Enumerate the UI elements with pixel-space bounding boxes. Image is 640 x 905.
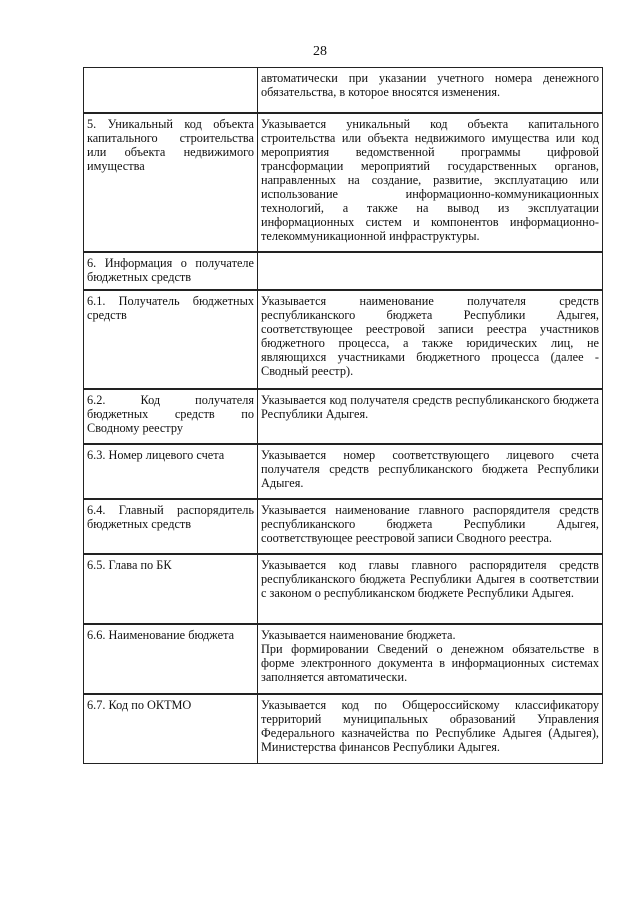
table-row	[84, 68, 603, 113]
field-name-cell: 6.1. Получатель бюджетных средств	[84, 290, 258, 389]
table-row	[84, 694, 603, 764]
field-name-cell: 5. Уникальный код объекта капитального строительства или объекта недвижимого имущества	[84, 113, 258, 252]
field-name-cell: 6.6. Наименование бюджета	[84, 624, 258, 694]
field-description-cell: Указывается номер соответствующего лицевого счета получателя средств республиканского бюджета Республики Адыгея.	[258, 444, 603, 499]
table-row	[84, 290, 603, 389]
table-row	[84, 624, 603, 694]
page-number: 28	[313, 44, 327, 59]
field-name-cell: 6.5. Глава по БК	[84, 554, 258, 624]
field-description-cell	[258, 252, 603, 290]
field-name-cell: 6. Информация о получателе бюджетных средств	[84, 252, 258, 290]
field-name-cell	[84, 68, 258, 113]
instructions-table	[83, 67, 603, 764]
table-row	[84, 252, 603, 290]
field-description-cell: Указывается наименование бюджета. При формировании Сведений о денежном обязательстве в форме электронного документа в информационных системах заполняется автоматически.	[258, 624, 603, 694]
field-description-cell: Указывается код главы главного распорядителя средств республиканского бюджета Республики Адыгея в соответствии с законом о республиканском бюджете Республики Адыгея.	[258, 554, 603, 624]
field-description-cell: Указывается наименование главного распорядителя средств республиканского бюджета Республики Адыгея, соответствующее реестровой записи Сводного реестра.	[258, 499, 603, 554]
field-description-cell: Указывается код получателя средств республиканского бюджета Республики Адыгея.	[258, 389, 603, 444]
field-description-cell: Указывается наименование получателя средств республиканского бюджета Республики Адыгея, соответствующее реестровой записи реестра участников бюджетного процесса, а также юридических лиц, не являющихся участниками бюджетного процесса (далее - Сводный реестр).	[258, 290, 603, 389]
field-name-cell: 6.7. Код по ОКТМО	[84, 694, 258, 764]
field-description-cell: Указывается уникальный код объекта капитального строительства или объекта недвижимого имущества или код мероприятия ведомственной программы цифровой трансформации мероприятий государственных органов, направленных на создание, развитие, эксплуатацию или использование информационно-коммуникационных технологий, а также на вывод из эксплуатации информационных систем и компонентов информационно-телекоммуникационной инфраструктуры.	[258, 113, 603, 252]
table-row	[84, 444, 603, 499]
table-row	[84, 499, 603, 554]
field-description-cell: автоматически при указании учетного номера денежного обязательства, в которое вносятся изменения.	[258, 68, 603, 113]
field-name-cell: 6.2. Код получателя бюджетных средств по Сводному реестру	[84, 389, 258, 444]
field-name-cell: 6.3. Номер лицевого счета	[84, 444, 258, 499]
field-name-cell: 6.4. Главный распорядитель бюджетных средств	[84, 499, 258, 554]
table-row	[84, 113, 603, 252]
field-description-cell: Указывается код по Общероссийскому классификатору территорий муниципальных образований Управления Федерального казначейства по Республике Адыгея (Адыгея), Министерства финансов Республики Адыгея.	[258, 694, 603, 764]
table-row	[84, 554, 603, 624]
table-row	[84, 389, 603, 444]
